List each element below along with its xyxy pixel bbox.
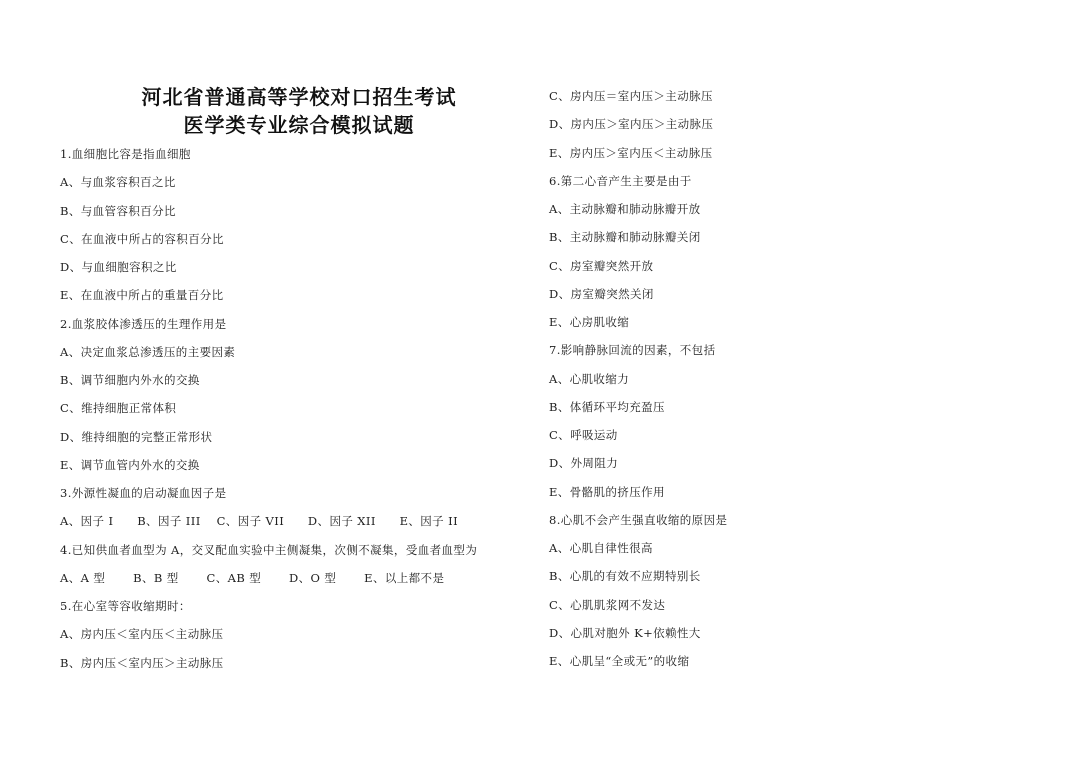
question-7-stem: 7.影响静脉回流的因素，不包括 xyxy=(549,343,716,358)
question-8-option-b: B、心肌的有效不应期特别长 xyxy=(549,569,701,584)
question-6-option-a: A、主动脉瓣和肺动脉瓣开放 xyxy=(549,202,701,216)
question-6-option-b: B、主动脉瓣和肺动脉瓣关闭 xyxy=(549,230,701,245)
question-3-stem: 3.外源性凝血的启动凝血因子是 xyxy=(60,486,227,500)
question-8-stem: 8.心肌不会产生强直收缩的原因是 xyxy=(549,512,728,527)
question-2-option-a: A、决定血浆总渗透压的主要因素 xyxy=(60,344,236,359)
question-4-stem: 4.已知供血者血型为 A，交叉配血实验中主侧凝集，次侧不凝集，受血者血型为 xyxy=(60,542,478,557)
question-7-option-e: E、骨骼肌的挤压作用 xyxy=(549,484,665,499)
question-4-options: A、A 型 B、B 型 C、AB 型 D、O 型 E、以上都不是 xyxy=(60,570,445,585)
question-7-option-b: B、体循环平均充盈压 xyxy=(549,399,665,414)
question-5-stem: 5.在心室等容收缩期时： xyxy=(60,599,191,613)
exam-title xyxy=(60,83,538,139)
question-1-option-c: C、在血液中所占的容积百分比 xyxy=(60,231,224,246)
question-1-option-a: A、与血浆容积百之比 xyxy=(60,175,176,190)
exam-title-line-2: 医学类专业综合模拟试题 xyxy=(183,113,415,137)
question-6-option-c: C、房室瓣突然开放 xyxy=(549,258,654,273)
question-6-stem: 6.第二心音产生主要是由于 xyxy=(549,173,692,188)
question-6-option-e: E、心房肌收缩 xyxy=(549,315,630,329)
question-7-option-c: C、呼吸运动 xyxy=(549,428,618,442)
question-2-option-d: D、维持细胞的完整正常形状 xyxy=(60,429,213,444)
question-1-option-d: D、与血细胞容积之比 xyxy=(60,260,177,274)
question-6-option-d: D、房室瓣突然关闭 xyxy=(549,286,654,301)
question-8-option-e: E、心肌呈“全或无”的收缩 xyxy=(549,654,690,668)
question-3-options: A、因子 I B、因子 III C、因子 VII D、因子 XII E、因子 II xyxy=(60,514,459,529)
question-8-option-d: D、心肌对胞外 K+依赖性大 xyxy=(549,625,701,640)
question-5-option-c: C、房内压＝室内压＞主动脉压 xyxy=(549,89,713,103)
question-8-option-a: A、心肌自律性很高 xyxy=(549,541,653,555)
question-2-stem: 2.血浆胶体渗透压的生理作用是 xyxy=(60,316,227,331)
question-1-stem: 1.血细胞比容是指血细胞 xyxy=(60,147,191,161)
question-1-option-b: B、与血管容积百分比 xyxy=(60,203,176,218)
question-7-option-d: D、外周阻力 xyxy=(549,456,619,471)
question-1-option-e: E、在血液中所占的重量百分比 xyxy=(60,288,224,303)
question-5-option-a: A、房内压＜室内压＜主动脉压 xyxy=(60,627,224,642)
question-5-option-e: E、房内压＞室内压＜主动脉压 xyxy=(549,145,713,160)
question-2-option-c: C、维持细胞正常体积 xyxy=(60,401,177,416)
right-question-list xyxy=(549,86,727,679)
exam-title-line-1: 河北省普通高等学校对口招生考试 xyxy=(141,85,457,109)
left-question-list xyxy=(60,144,477,681)
question-7-option-a: A、心肌收缩力 xyxy=(549,371,630,386)
question-2-option-e: E、调节血管内外水的交换 xyxy=(60,457,200,472)
question-5-option-b: B、房内压＜室内压＞主动脉压 xyxy=(60,655,224,670)
question-8-option-c: C、心肌肌浆网不发达 xyxy=(549,597,666,612)
question-5-option-d: D、房内压＞室内压＞主动脉压 xyxy=(549,117,714,132)
question-2-option-b: B、调节细胞内外水的交换 xyxy=(60,373,200,387)
